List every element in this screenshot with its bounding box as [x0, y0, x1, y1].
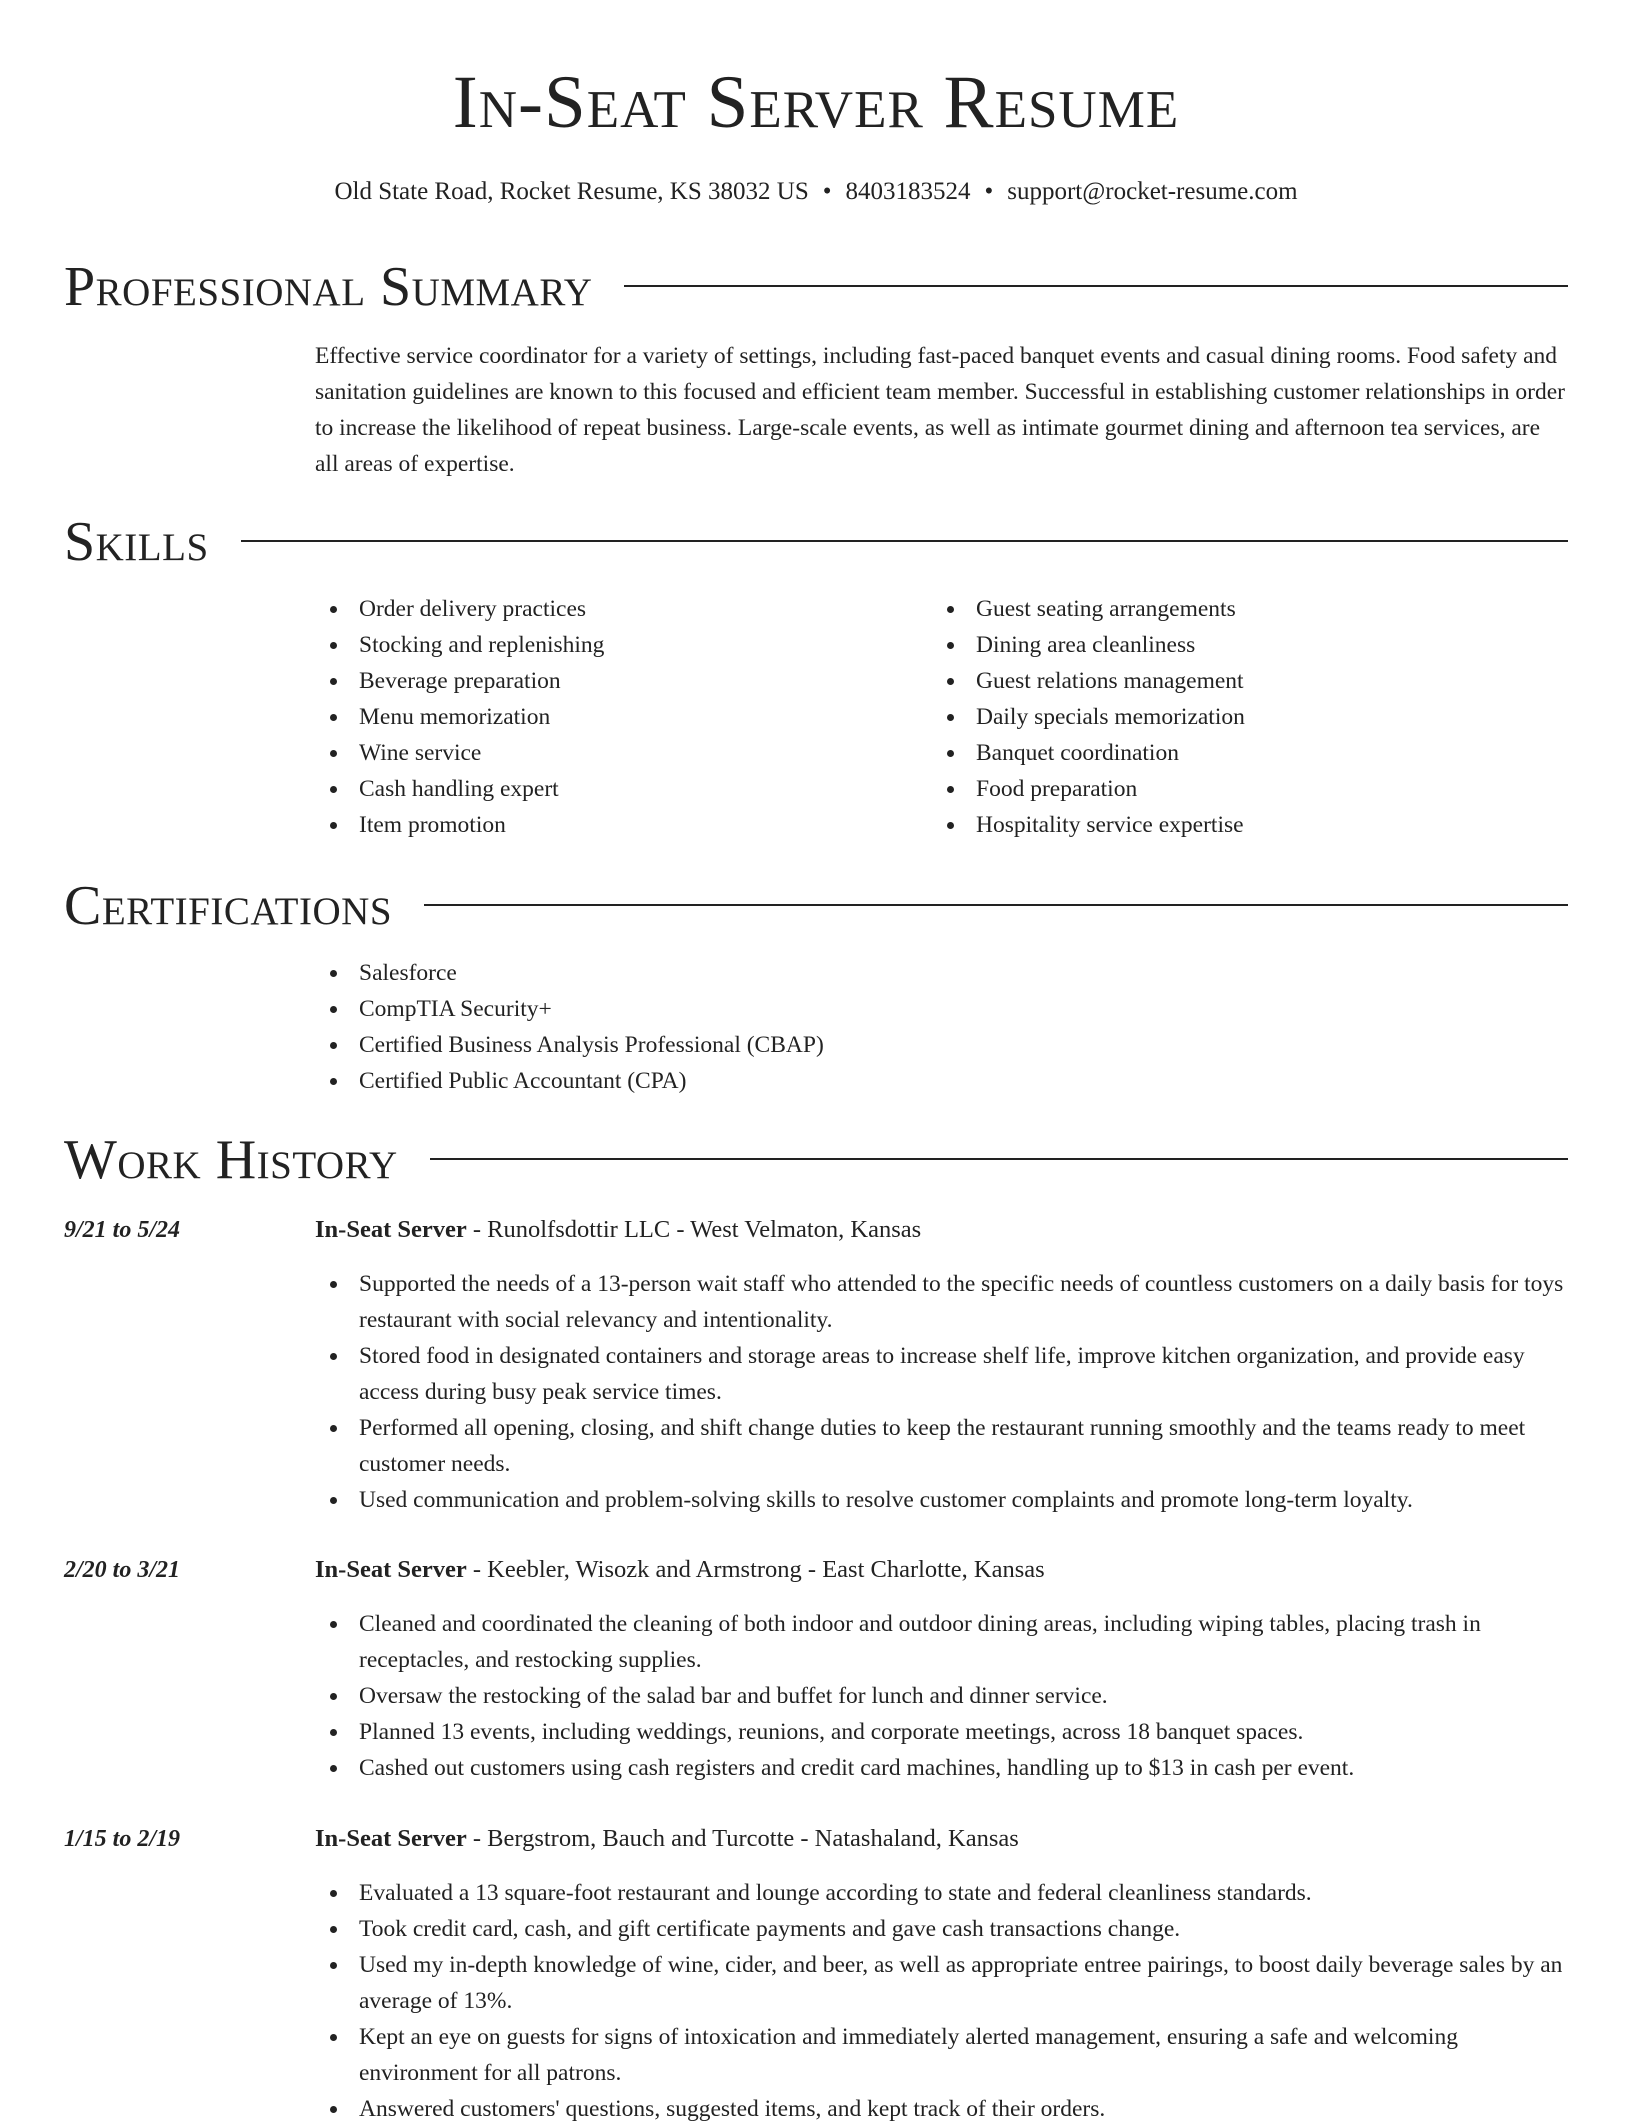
section-divider: [624, 285, 1568, 287]
section-header-skills: [64, 507, 1568, 577]
contact-separator: •: [984, 178, 994, 205]
section-header-summary: [64, 252, 1568, 322]
job-duties: [315, 1606, 1568, 1786]
skill-item: Order delivery practices: [315, 591, 932, 627]
job-duty: Oversaw the restocking of the salad bar and buffet for lunch and dinner service.: [315, 1678, 1568, 1714]
summary-text: Effective service coordinator for a variety of settings, including fast-paced banquet events and casual dining rooms. Food safety and sanitation guidelines are known to this focused and efficient team member. Successful in establishing customer relationships in order to increase the likelihood of repeat business. Large-scale events, as well as intimate gourmet dining and afternoon tea services, are all areas of expertise.: [315, 343, 1565, 477]
section-divider: [424, 904, 1568, 906]
section-title-summary: Professional Summary: [64, 256, 593, 318]
job-duty: Evaluated a 13 square-foot restaurant and lounge according to state and federal cleanliness standards.: [315, 1875, 1568, 1911]
section-title-work-history: Work History: [64, 1129, 398, 1191]
job-employer: - Keebler, Wisozk and Armstrong - East Charlotte, Kansas: [466, 1556, 1045, 1583]
skill-item: Food preparation: [932, 771, 1549, 807]
job-duty: Used communication and problem-solving skills to resolve customer complaints and promote long-term loyalty.: [315, 1482, 1568, 1518]
certification-item: Certified Business Analysis Professional (CBAP): [315, 1027, 1568, 1063]
job-duty: Supported the needs of a 13-person wait staff who attended to the specific needs of countless customers on a daily basis for toys restaurant with social relevancy and intentionality.: [315, 1266, 1568, 1338]
skill-item: Dining area cleanliness: [932, 627, 1549, 663]
skills-list-right: [932, 591, 1549, 843]
job-dates: 9/21 to 5/24: [64, 1217, 181, 1243]
certification-item: Salesforce: [315, 955, 1568, 991]
job-employer: - Runolfsdottir LLC - West Velmaton, Kansas: [466, 1216, 922, 1243]
skill-item: Cash handling expert: [315, 771, 932, 807]
contact-line: [0, 175, 1632, 209]
skill-item: Item promotion: [315, 807, 932, 843]
job-duty: Stored food in designated containers and storage areas to increase shelf life, improve kitchen organization, and provide easy access during busy peak service times.: [315, 1338, 1568, 1410]
certifications-list: [315, 955, 1568, 1099]
contact-email: support@rocket-resume.com: [1007, 178, 1298, 205]
job-title-line: [315, 1821, 1019, 1857]
job-employer: - Bergstrom, Bauch and Turcotte - Natashaland, Kansas: [466, 1825, 1019, 1852]
section-divider: [430, 1158, 1568, 1160]
job-duty: Kept an eye on guests for signs of intoxication and immediately alerted management, ensuring a safe and welcoming environment for all patrons.: [315, 2019, 1568, 2091]
job-duty: Cleaned and coordinated the cleaning of both indoor and outdoor dining areas, including wiping tables, placing trash in receptacles, and restocking supplies.: [315, 1606, 1568, 1678]
job-duty: Performed all opening, closing, and shift change duties to keep the restaurant running smoothly and the teams ready to meet customer needs.: [315, 1410, 1568, 1482]
skill-item: Banquet coordination: [932, 735, 1549, 771]
section-divider: [241, 540, 1568, 542]
contact-separator: •: [822, 178, 832, 205]
job-duty: Planned 13 events, including weddings, reunions, and corporate meetings, across 18 banquet spaces.: [315, 1714, 1568, 1750]
contact-address: Old State Road, Rocket Resume, KS 38032 US: [334, 178, 809, 205]
job-duties: [315, 1266, 1568, 1518]
section-title-certifications: Certifications: [64, 875, 393, 937]
skills-list-left: [315, 591, 932, 843]
skill-item: Guest relations management: [932, 663, 1549, 699]
job-duty: Answered customers' questions, suggested items, and kept track of their orders.: [315, 2091, 1568, 2127]
skills-block: [315, 591, 1568, 843]
job-duty: Cashed out customers using cash registers and credit card machines, handling up to $13 in cash per event.: [315, 1750, 1568, 1786]
skill-item: Daily specials memorization: [932, 699, 1549, 735]
skill-item: Stocking and replenishing: [315, 627, 932, 663]
summary-block: [315, 338, 1568, 482]
job-role: In-Seat Server: [315, 1825, 467, 1852]
job-title-line: [315, 1212, 921, 1248]
contact-phone: 8403183524: [845, 178, 971, 205]
skill-item: Menu memorization: [315, 699, 932, 735]
section-header-certifications: [64, 871, 1568, 941]
job-role: In-Seat Server: [315, 1556, 467, 1583]
job-dates: 2/20 to 3/21: [64, 1557, 181, 1583]
section-title-skills: Skills: [64, 511, 209, 573]
certifications-block: [315, 955, 1568, 1099]
job-duty: Took credit card, cash, and gift certificate payments and gave cash transactions change.: [315, 1911, 1568, 1947]
skill-item: Guest seating arrangements: [932, 591, 1549, 627]
section-header-work-history: [64, 1125, 1568, 1195]
job-duties: [315, 1875, 1568, 2127]
job-duty: Used my in-depth knowledge of wine, cider, and beer, as well as appropriate entree pairings, to boost daily beverage sales by an average of 13%.: [315, 1947, 1568, 2019]
job-title-line: [315, 1552, 1045, 1588]
resume-title: In-Seat Server Resume: [452, 61, 1180, 144]
skill-item: Wine service: [315, 735, 932, 771]
skill-item: Beverage preparation: [315, 663, 932, 699]
certification-item: CompTIA Security+: [315, 991, 1568, 1027]
job-dates: 1/15 to 2/19: [64, 1826, 181, 1852]
certification-item: Certified Public Accountant (CPA): [315, 1063, 1568, 1099]
skill-item: Hospitality service expertise: [932, 807, 1549, 843]
job-role: In-Seat Server: [315, 1216, 467, 1243]
